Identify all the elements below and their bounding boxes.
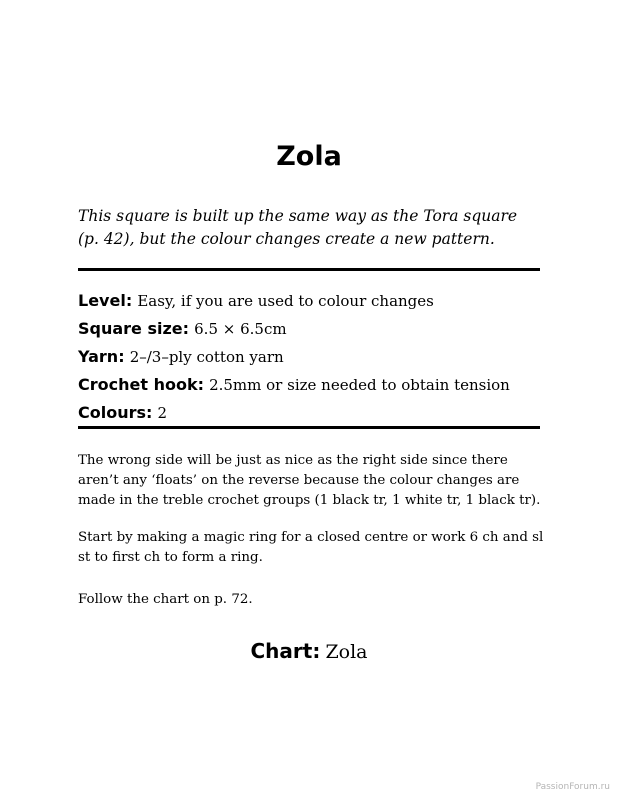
spec-label: Colours: xyxy=(78,403,153,422)
intro-line: This square is built up the same way as the Tora square xyxy=(78,207,518,225)
spec-label: Level: xyxy=(78,291,133,310)
top-divider xyxy=(78,268,540,271)
paragraph-line: Follow the chart on p. 72. xyxy=(78,592,253,607)
spec-value: Easy, if you are used to colour changes xyxy=(137,292,434,310)
spec-label: Square size: xyxy=(78,319,190,338)
spec-level xyxy=(78,289,548,317)
intro-line: (p. 42), but the colour changes create a new pattern. xyxy=(78,230,495,248)
paragraph-line: Start by making a magic ring for a closed centre or work 6 ch and sl xyxy=(78,530,544,545)
spec-value: 6.5 × 6.5cm xyxy=(194,320,287,338)
page-title: Zola xyxy=(276,141,342,172)
body-paragraph xyxy=(78,590,548,610)
paragraph-line: aren’t any ‘floats’ on the reverse because the colour changes are xyxy=(78,473,520,488)
spec-value: 2.5mm or size needed to obtain tension xyxy=(209,376,510,394)
spec-crochet-hook xyxy=(78,373,548,401)
chart-heading xyxy=(0,639,618,663)
chart-heading-label: Chart: xyxy=(250,639,321,663)
paragraph-line: The wrong side will be just as nice as the right side since there xyxy=(78,453,508,468)
spec-yarn xyxy=(78,345,548,373)
chart-heading-value: Zola xyxy=(325,641,368,663)
body-paragraph xyxy=(78,451,548,511)
watermark: PassionForum.ru xyxy=(535,782,610,792)
paragraph-line: st to first ch to form a ring. xyxy=(78,550,263,565)
spec-value: 2–/3–ply cotton yarn xyxy=(129,348,284,366)
intro-text xyxy=(78,205,548,251)
specs-block xyxy=(78,289,548,429)
bottom-divider xyxy=(78,426,540,429)
spec-label: Crochet hook: xyxy=(78,375,204,394)
body-paragraph xyxy=(78,528,548,568)
spec-square-size xyxy=(78,317,548,345)
paragraph-line: made in the treble crochet groups (1 black tr, 1 white tr, 1 black tr). xyxy=(78,493,541,508)
spec-value: 2 xyxy=(157,404,168,422)
spec-colours xyxy=(78,401,548,429)
spec-label: Yarn: xyxy=(78,347,125,366)
